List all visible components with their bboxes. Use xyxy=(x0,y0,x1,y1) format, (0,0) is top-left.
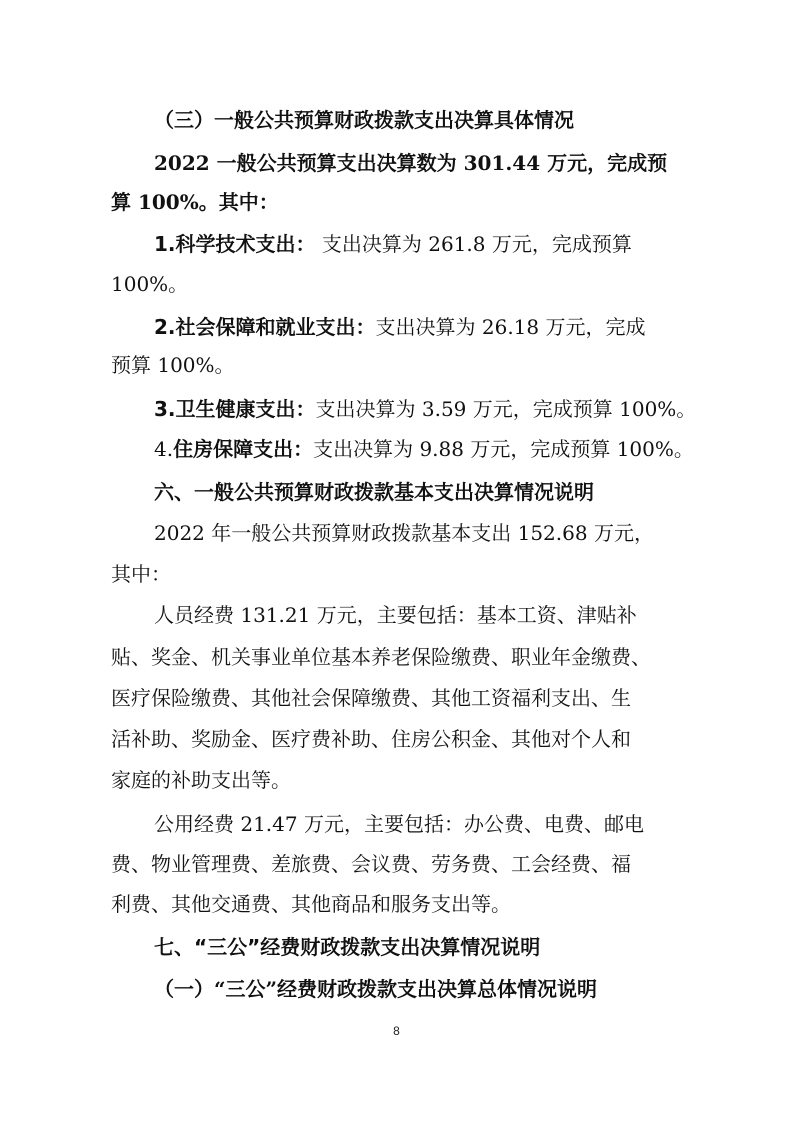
section-3-heading: （三）一般公共预算财政拨款支出决算具体情况 xyxy=(154,108,574,132)
item-1-science-tech xyxy=(154,230,632,258)
item-4-text: 支出决算为 9.88 万元，完成预算 100%。 xyxy=(313,437,694,461)
item-3-label: 3.卫生健康支出： xyxy=(154,397,316,421)
public-expenses-line-1: 公用经费 21.47 万元，主要包括：办公费、电费、邮电 xyxy=(154,812,644,836)
item-1-label: 1.科学技术支出： xyxy=(154,232,316,256)
personnel-expenses-line-2: 贴、奖金、机关事业单位基本养老保险缴费、职业年金缴费、 xyxy=(111,645,651,669)
item-3-text: 支出决算为 3.59 万元，完成预算 100%。 xyxy=(315,397,697,421)
section-6-line-2: 其中： xyxy=(111,562,171,586)
item-2-text-line-2: 预算 100%。 xyxy=(111,353,235,377)
public-expenses-line-3: 利费、其他交通费、其他商品和服务支出等。 xyxy=(111,892,511,916)
item-4-label: 住房保障支出： xyxy=(173,437,314,461)
item-1-text-line-2: 100%。 xyxy=(111,272,189,296)
public-expenses-line-2: 费、物业管理费、差旅费、会议费、劳务费、工会经费、福 xyxy=(111,852,631,876)
section-7-heading: 七、“三公”经费财政拨款支出决算情况说明 xyxy=(154,935,541,959)
personnel-expenses-line-5: 家庭的补助支出等。 xyxy=(111,768,291,792)
personnel-expenses-line-4: 活补助、奖励金、医疗费补助、住房公积金、其他对个人和 xyxy=(111,727,631,751)
page-number: 8 xyxy=(393,1024,400,1038)
item-4-number: 4. xyxy=(154,437,174,461)
personnel-expenses-line-3: 医疗保险缴费、其他社会保障缴费、其他工资福利支出、生 xyxy=(111,686,631,710)
item-2-social-security xyxy=(154,313,646,341)
section-6-line-1: 2022 年一般公共预算财政拨款基本支出 152.68 万元， xyxy=(154,521,654,545)
item-3-health xyxy=(154,395,696,423)
item-4-housing xyxy=(154,435,694,463)
section-3-paragraph-line-2: 算 100%。其中： xyxy=(111,190,279,214)
item-2-text: 支出决算为 26.18 万元，完成 xyxy=(375,315,646,339)
section-7-sub-heading: （一）“三公”经费财政拨款支出决算总体情况说明 xyxy=(154,977,598,1001)
section-6-heading: 六、一般公共预算财政拨款基本支出决算情况说明 xyxy=(154,480,594,504)
item-1-text: 支出决算为 261.8 万元，完成预算 xyxy=(315,232,632,256)
item-2-label: 2.社会保障和就业支出： xyxy=(154,315,376,339)
section-3-paragraph-line-1: 2022 一般公共预算支出决算数为 301.44 万元，完成预 xyxy=(154,151,668,175)
personnel-expenses-line-1: 人员经费 131.21 万元，主要包括：基本工资、津贴补 xyxy=(154,603,637,627)
